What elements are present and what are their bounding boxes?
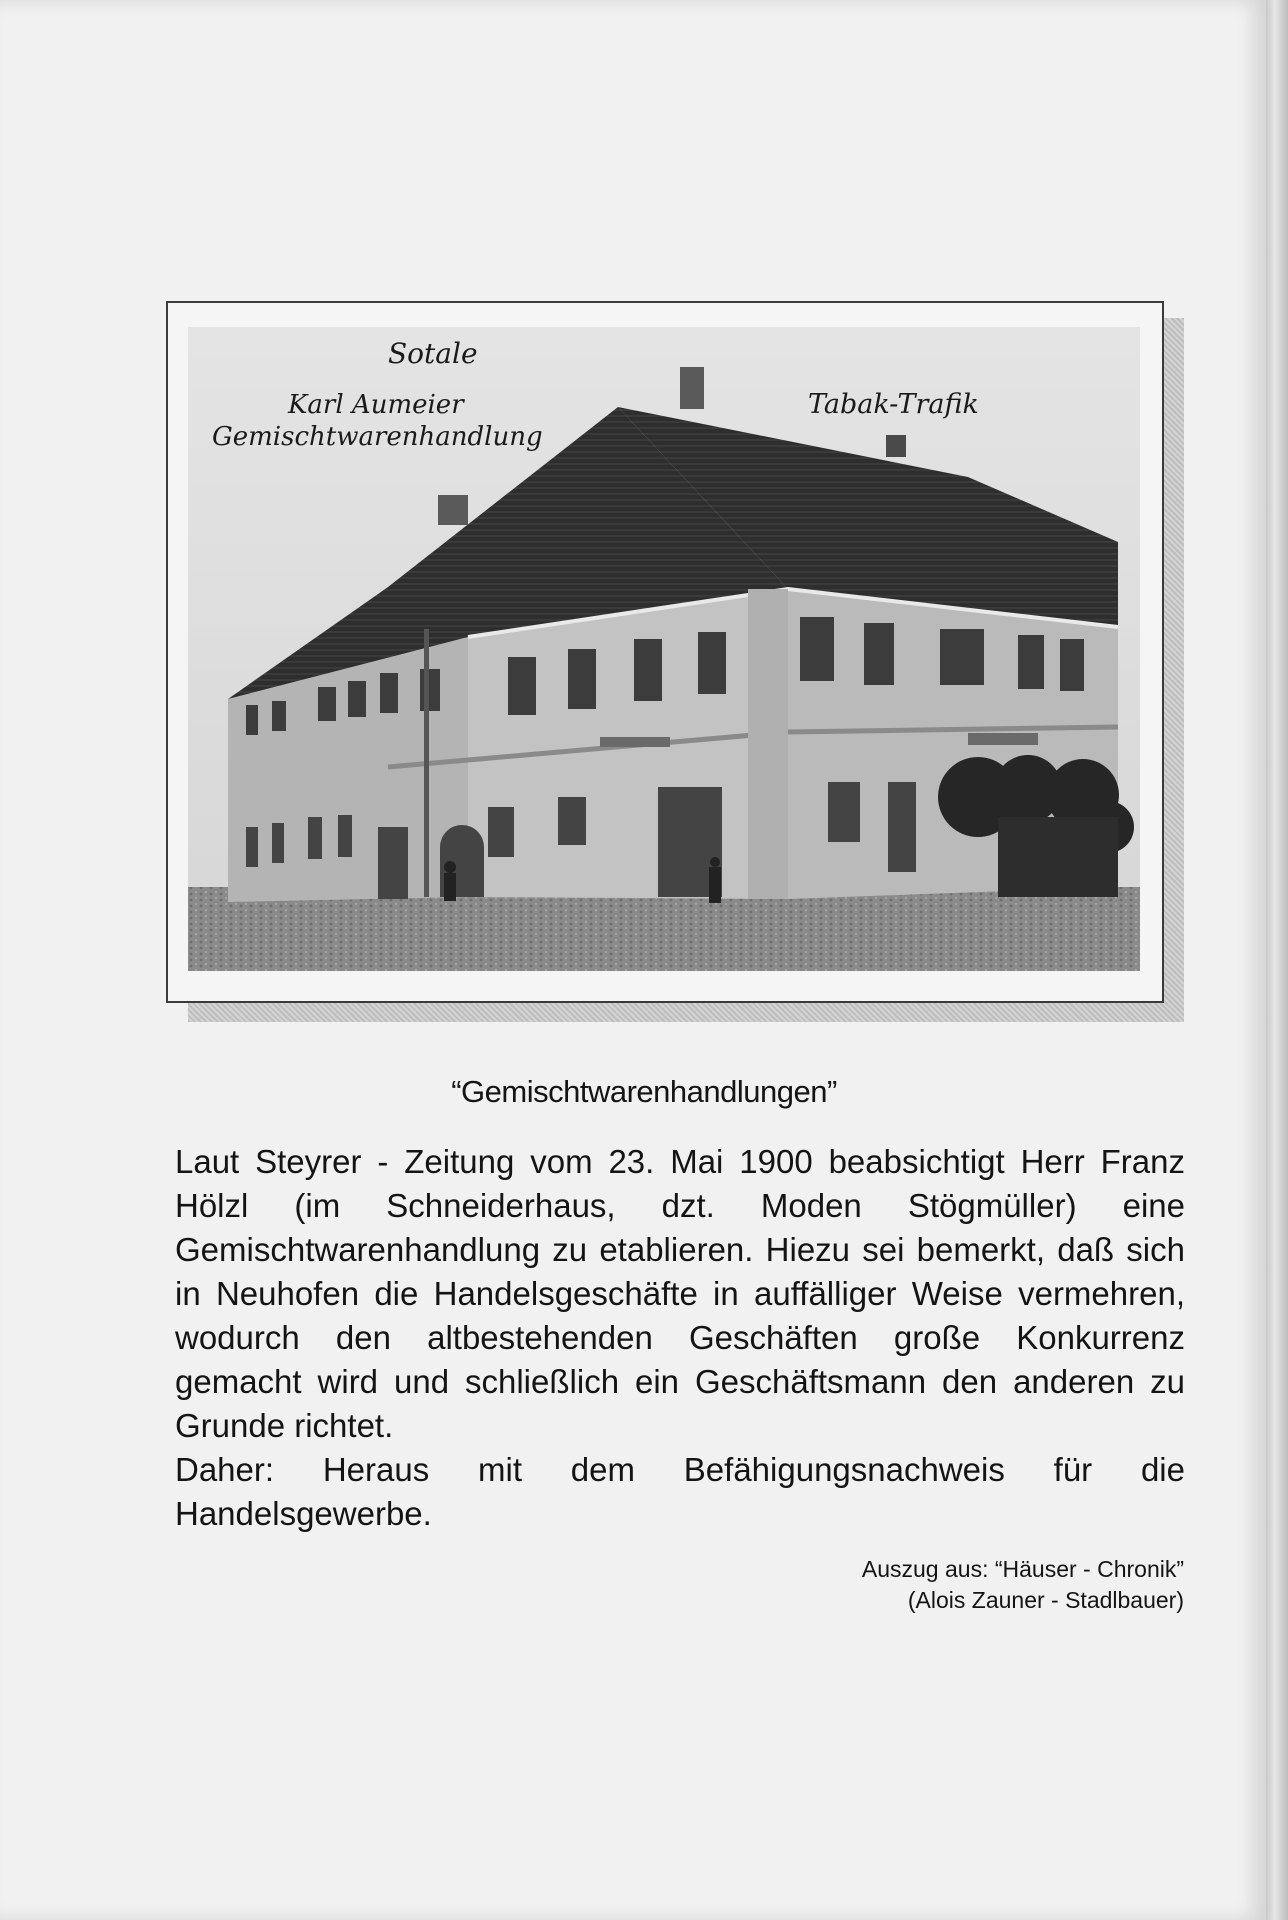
photo-caption-trafik: Tabak-Trafik xyxy=(808,389,979,420)
photo-caption-top: Sotale xyxy=(388,337,478,370)
body-text xyxy=(175,1140,1185,1536)
photo-caption-owner: Karl Aumeier xyxy=(288,390,464,420)
paragraph: Daher: Heraus mit dem Befähigungsnachweis für die Handelsgewerbe. xyxy=(175,1451,1185,1532)
page-edge xyxy=(1266,0,1288,1920)
section-heading: “Gemischtwarenhandlungen” xyxy=(451,1074,837,1109)
source-line: (Alois Zauner - Stadlbauer) xyxy=(907,1587,1184,1613)
photo-frame xyxy=(166,301,1164,1003)
source-citation xyxy=(862,1554,1184,1616)
paragraph: Laut Steyrer - Zeitung vom 23. Mai 1900 beabsichtigt Herr Franz Hölzl (im Schneiderhaus, dzt. Moden Stögmüller) eine Gemischtwarenhandlung zu etablieren. Hiezu sei bemerkt, daß sich in Neuhofen die Handelsgeschäfte in auffälliger Weise vermehren, wodurch den altbestehenden Geschäften große Konkurrenz gemacht wird und schließlich ein Geschäftsmann den anderen zu Grunde richtet. xyxy=(175,1143,1185,1444)
source-line: Auszug aus: “Häuser - Chronik” xyxy=(861,1556,1184,1582)
historic-building-photo xyxy=(188,327,1140,971)
photo-caption-shop: Gemischtwarenhandlung xyxy=(212,422,543,452)
